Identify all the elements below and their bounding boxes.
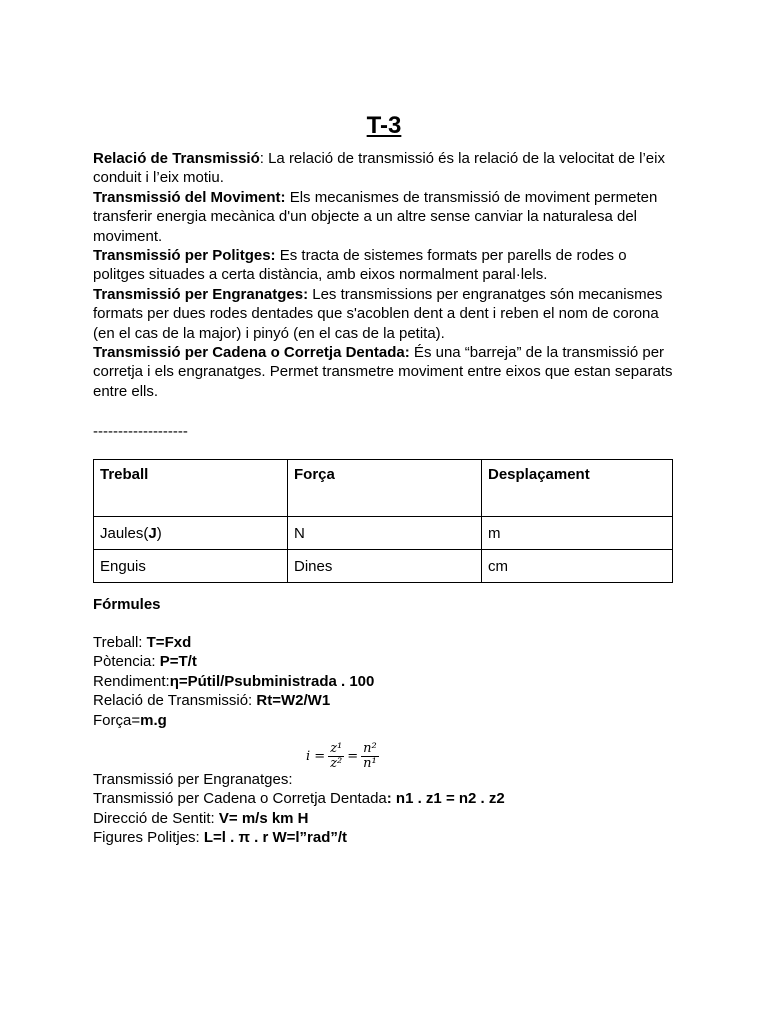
- definition-text: La relació de transmissió és la relació de la velocitat de l’eix conduit i l’eix motiu.: [93, 150, 665, 187]
- table-cell: Dines: [288, 550, 482, 583]
- formulas-list-2: [93, 770, 505, 848]
- formula-label: Treball:: [93, 634, 147, 651]
- formula-label: Direcció de Sentit:: [93, 809, 219, 827]
- definition-item: [93, 343, 673, 401]
- formula-label: Relació de Transmissió:: [93, 692, 257, 710]
- formula-label: Força=: [93, 711, 141, 729]
- formula-label: Figures Politjes:: [93, 829, 204, 847]
- equation-equals: =: [347, 749, 359, 764]
- formulas-list: [93, 633, 374, 730]
- table-header-row: [94, 460, 673, 517]
- formula-value: L=l . π . r W=l”rad”/t: [203, 829, 348, 847]
- formula-label: Rendiment:: [93, 672, 170, 690]
- formula-value: Rt=W2/W1: [256, 692, 331, 710]
- formula-line: [93, 828, 505, 847]
- table-header-cell: Força: [288, 460, 482, 517]
- formula-line: [93, 711, 374, 730]
- definition-text: Els mecanismes de transmissió de moviment permeten transferir energia mecànica d'un objecte a un altre sense canviar la naturalesa del moviment.: [93, 188, 658, 245]
- fraction-denominator: n¹: [363, 756, 377, 771]
- definition-item: [93, 149, 673, 188]
- table-header-cell: Treball: [94, 460, 288, 517]
- gear-ratio-equation: [306, 742, 382, 771]
- formula-line: [93, 770, 505, 789]
- formula-value: V= m/s km H: [218, 809, 309, 827]
- table-cell: Enguis: [94, 550, 288, 583]
- cell-text: Jaules(: [100, 524, 149, 542]
- table-row: [94, 550, 673, 583]
- formula-value: : n1 . z1 = n2 . z2: [386, 790, 505, 808]
- page-title: T-3: [366, 112, 402, 139]
- formula-line: [93, 633, 374, 652]
- definition-text: És una “barreja” de la transmissió per corretja i els engranatges. Permet transmetre moviment entre eixos que estan separats entre ells.: [93, 344, 673, 400]
- table-cell: m: [482, 517, 673, 550]
- formula-line: [93, 652, 374, 671]
- fraction-z: [328, 742, 344, 771]
- formula-label: Transmissió per Engranatges:: [93, 771, 293, 788]
- definitions-section: [93, 149, 673, 401]
- definition-term: Transmissió del Moviment:: [93, 188, 286, 206]
- formula-value: η=Pútil/Psubministrada . 100: [169, 672, 375, 690]
- table-cell: cm: [482, 550, 673, 583]
- fraction-n: [361, 742, 379, 771]
- definition-text: Es tracta de sistemes formats per parells de rodes o politges situades a certa distància, amb eixos normalment paral·lels.: [93, 247, 627, 284]
- definition-item: [93, 285, 673, 343]
- table-cell: [94, 517, 288, 550]
- definition-term: Relació de Transmissió: [93, 150, 260, 167]
- formulas-heading: Fórmules: [93, 596, 161, 613]
- formula-label: Transmissió per Cadena o Corretja Dentada: [93, 790, 387, 808]
- formula-line: [93, 691, 374, 710]
- definition-term: Transmissió per Engranatges:: [93, 285, 309, 303]
- formula-value: P=T/t: [159, 653, 197, 671]
- formula-value: T=Fxd: [146, 634, 192, 651]
- definition-item: [93, 188, 673, 246]
- fraction-denominator: z²: [330, 756, 343, 771]
- separator-line: -------------------: [93, 423, 188, 440]
- fraction-numerator: n²: [363, 741, 377, 756]
- fraction-numerator: z¹: [330, 741, 343, 756]
- formula-label: Pòtencia:: [93, 653, 160, 671]
- formula-line: [93, 789, 505, 808]
- definition-item: [93, 246, 673, 285]
- formula-line: [93, 672, 374, 691]
- formula-line: [93, 809, 505, 828]
- definition-term: Transmissió per Politges:: [93, 247, 276, 265]
- definition-term: Transmissió per Cadena o Corretja Dentada:: [93, 344, 410, 362]
- cell-text: ): [156, 524, 162, 542]
- table-row: [94, 517, 673, 550]
- definition-text: Les transmissions per engranatges són mecanismes formats per dues rodes dentades que s'acoblen dent a dent i reben el nom de corona (en el cas de la major) i pinyó (en el cas de la petita).: [93, 285, 663, 342]
- units-table: [93, 459, 673, 583]
- formula-value: m.g: [140, 711, 167, 729]
- table-cell: N: [288, 517, 482, 550]
- table-header-cell: Desplaçament: [482, 460, 673, 517]
- equation-lhs: i =: [306, 749, 326, 764]
- cell-text-bold: J: [148, 524, 157, 542]
- definition-sep: :: [259, 150, 264, 167]
